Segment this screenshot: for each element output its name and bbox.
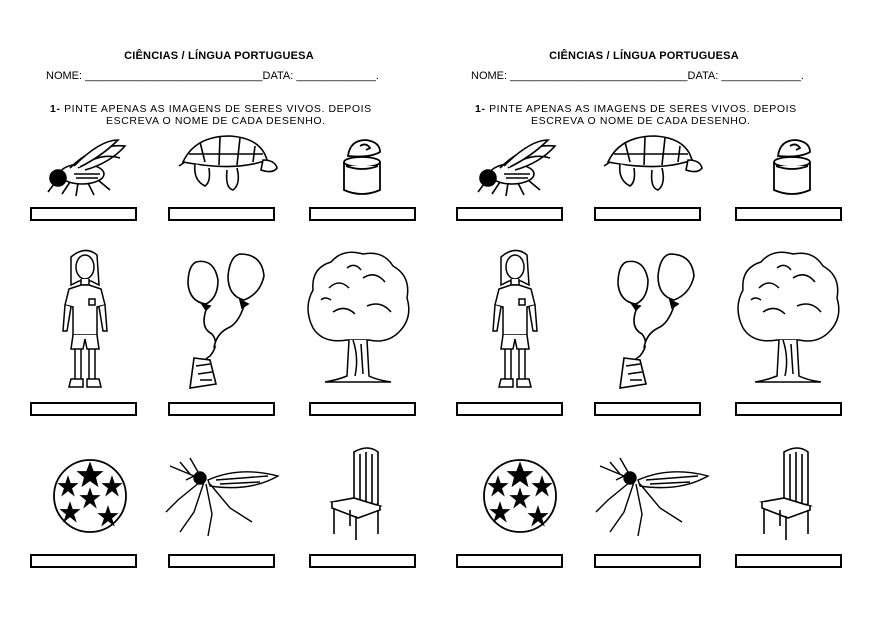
instruction bbox=[475, 103, 820, 127]
answer-box-tree[interactable] bbox=[735, 402, 842, 416]
turtle-picture[interactable] bbox=[600, 132, 705, 196]
tin-can-picture[interactable] bbox=[760, 136, 820, 198]
ball-picture[interactable] bbox=[480, 456, 560, 536]
answer-box-mosquito[interactable] bbox=[168, 554, 275, 568]
answer-box-turtle[interactable] bbox=[594, 207, 701, 221]
answer-box-fly[interactable] bbox=[30, 207, 137, 221]
tree-picture[interactable] bbox=[303, 248, 413, 390]
name-date-line bbox=[471, 70, 804, 82]
answer-box-girl[interactable] bbox=[456, 402, 563, 416]
answer-box-tin-can[interactable] bbox=[735, 207, 842, 221]
girl-picture[interactable] bbox=[485, 245, 545, 395]
balloons-picture[interactable] bbox=[150, 248, 280, 393]
instruction-line-1: PINTE APENAS AS IMAGENS DE SERES VIVOS. DEPOIS bbox=[64, 103, 372, 115]
tree-picture[interactable] bbox=[733, 248, 843, 390]
mosquito-picture[interactable] bbox=[160, 452, 280, 537]
name-blank: _____________________________ bbox=[510, 70, 688, 82]
worksheet-right bbox=[425, 0, 863, 619]
instruction-number: 1- bbox=[50, 103, 61, 115]
instruction-line-2: ESCREVA O NOME DE CADA DESENHO. bbox=[531, 115, 751, 127]
answer-box-chair[interactable] bbox=[309, 554, 416, 568]
fly-picture[interactable] bbox=[40, 138, 130, 198]
fly-picture[interactable] bbox=[470, 138, 560, 198]
answer-box-turtle[interactable] bbox=[168, 207, 275, 221]
chair-picture[interactable] bbox=[758, 444, 818, 540]
answer-box-chair[interactable] bbox=[735, 554, 842, 568]
answer-box-ball[interactable] bbox=[456, 554, 563, 568]
tin-can-picture[interactable] bbox=[330, 136, 390, 198]
name-blank: _____________________________ bbox=[85, 70, 263, 82]
answer-box-ball[interactable] bbox=[30, 554, 137, 568]
date-blank: _____________. bbox=[296, 70, 379, 82]
instruction-line-2: ESCREVA O NOME DE CADA DESENHO. bbox=[106, 115, 326, 127]
answer-box-mosquito[interactable] bbox=[594, 554, 701, 568]
ball-picture[interactable] bbox=[50, 456, 130, 536]
worksheet-title: CIÊNCIAS / LÍNGUA PORTUGUESA bbox=[124, 50, 314, 62]
answer-box-balloons[interactable] bbox=[168, 402, 275, 416]
girl-picture[interactable] bbox=[55, 245, 115, 395]
answer-box-balloons[interactable] bbox=[594, 402, 701, 416]
instruction-line-1: PINTE APENAS AS IMAGENS DE SERES VIVOS. DEPOIS bbox=[489, 103, 797, 115]
answer-box-fly[interactable] bbox=[456, 207, 563, 221]
date-blank: _____________. bbox=[721, 70, 804, 82]
turtle-picture[interactable] bbox=[175, 132, 280, 196]
name-label: NOME: bbox=[471, 70, 508, 82]
date-label: DATA: bbox=[262, 70, 294, 82]
name-label: NOME: bbox=[46, 70, 83, 82]
chair-picture[interactable] bbox=[328, 444, 388, 540]
answer-box-girl[interactable] bbox=[30, 402, 137, 416]
instruction bbox=[50, 103, 395, 127]
date-label: DATA: bbox=[687, 70, 719, 82]
mosquito-picture[interactable] bbox=[590, 452, 710, 537]
name-date-line bbox=[46, 70, 379, 82]
answer-box-tin-can[interactable] bbox=[309, 207, 416, 221]
balloons-picture[interactable] bbox=[580, 248, 710, 393]
instruction-number: 1- bbox=[475, 103, 486, 115]
worksheet-title: CIÊNCIAS / LÍNGUA PORTUGUESA bbox=[549, 50, 739, 62]
answer-box-tree[interactable] bbox=[309, 402, 416, 416]
